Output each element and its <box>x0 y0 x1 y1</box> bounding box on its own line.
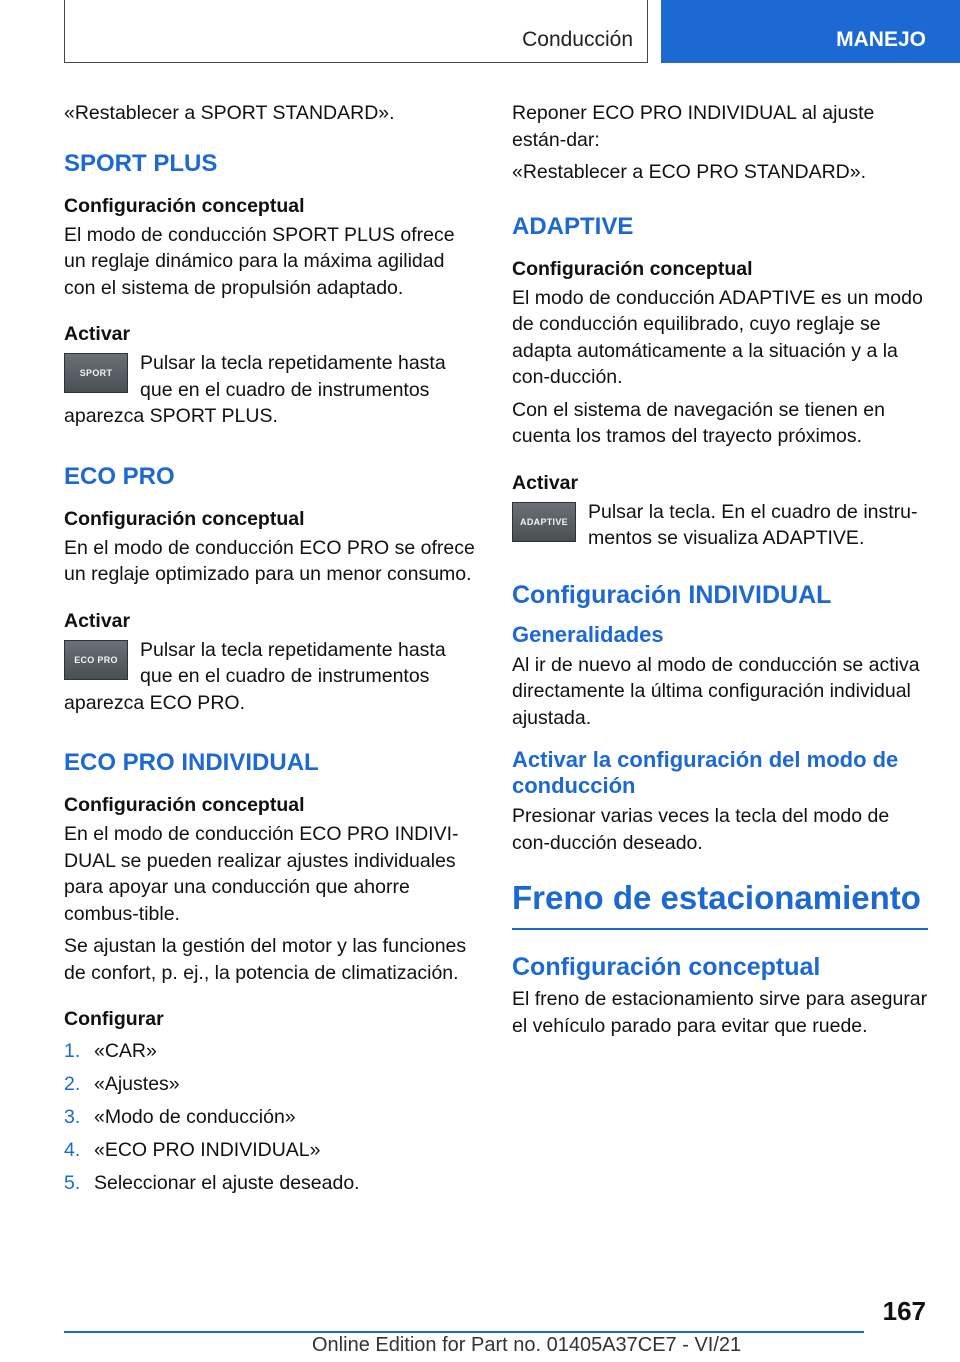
sport-plus-activate-heading: Activar <box>64 323 131 345</box>
reset-text-2: «Restablecer a ECO PRO STANDARD». <box>512 161 866 183</box>
footer-divider <box>64 1331 864 1333</box>
parking-brake-heading: Freno de estacionamiento <box>512 879 921 916</box>
adaptive-activate-text: Pulsar la tecla. En el cuadro de instru‐mentos se visualiza ADAPTIVE. <box>588 500 918 549</box>
adaptive-concept-text-2: Con el sistema de navegación se tienen en cuenta los tramos del trayecto próximos. <box>512 398 885 447</box>
individual-general-heading: Generalidades <box>512 621 664 647</box>
header-chapter-tab <box>661 0 960 63</box>
page-number: 167 <box>882 1296 926 1326</box>
sport-plus-concept-text: El modo de conducción SPORT PLUS ofrece un reglaje dinámico para la máxima agilidad con el sistema de propulsión adaptado. <box>64 223 455 299</box>
sport-plus-activate-text: Pulsar la tecla repetidamente hasta que en el cuadro de instrumentos aparezca SPORT PLUS. <box>64 352 446 427</box>
eco-pro-individual-concept-heading: Configuración conceptual <box>64 794 305 816</box>
individual-activate-heading: Activar la configuración del modo de conducción <box>512 747 899 798</box>
adaptive-key-icon: ADAPTIVE <box>512 502 576 542</box>
intro-text: «Restablecer a SPORT STANDARD». <box>64 102 395 124</box>
reset-text: Reponer ECO PRO INDIVIDUAL al ajuste están‐dar: <box>512 102 875 151</box>
list-item: 2. «Ajustes» <box>64 1073 180 1095</box>
header-chapter-label: MANEJO <box>836 28 926 51</box>
list-item: 1. «CAR» <box>64 1040 157 1062</box>
edition-note: Online Edition for Part no. 01405A37CE7 - VI/21 <box>312 1334 742 1356</box>
configure-heading: Configurar <box>64 1008 164 1030</box>
eco-pro-activate-text: Pulsar la tecla repetidamente hasta que en el cuadro de instrumentos aparezca ECO PRO. <box>64 638 446 714</box>
left-column <box>64 100 479 1203</box>
eco-pro-activate-block <box>64 637 479 723</box>
eco-pro-concept-text: En el modo de conducción ECO PRO se ofrece un reglaje optimizado para un menor consumo. <box>64 536 475 585</box>
sport-plus-activate-block <box>64 350 479 436</box>
eco-pro-heading: ECO PRO <box>64 462 175 490</box>
adaptive-concept-heading: Configuración conceptual <box>512 257 753 280</box>
section-divider <box>512 928 928 930</box>
parking-brake-concept-text: El freno de estacionamiento sirve para asegurar el vehículo parado para evitar que ruede. <box>512 988 928 1037</box>
adaptive-heading: ADAPTIVE <box>512 212 634 240</box>
sport-plus-heading: SPORT PLUS <box>64 149 218 177</box>
eco-pro-activate-heading: Activar <box>64 609 131 632</box>
right-column <box>512 100 928 1045</box>
list-item: 3. «Modo de conducción» <box>64 1106 296 1128</box>
adaptive-activate-heading: Activar <box>512 471 579 494</box>
sport-plus-concept-heading: Configuración conceptual <box>64 194 305 217</box>
adaptive-activate-block <box>512 499 928 558</box>
header-section-tab <box>64 0 648 63</box>
list-item: 4. «ECO PRO INDIVIDUAL» <box>64 1139 321 1161</box>
adaptive-concept-text: El modo de conducción ADAPTIVE es un modo de conducción equilibrado, cuyo reglaje se adapta automáticamente a la situación y a la con‐ducción. <box>512 286 923 388</box>
individual-heading: Configuración INDIVIDUAL <box>512 580 832 609</box>
eco-pro-concept-heading: Configuración conceptual <box>64 507 305 530</box>
individual-general-text: Al ir de nuevo al modo de conducción se activa directamente la última configuración individual ajustada. <box>512 653 920 729</box>
individual-activate-text: Presionar varias veces la tecla del modo de con‐ducción deseado. <box>512 805 890 854</box>
sport-key-icon: SPORT <box>64 353 128 393</box>
eco-pro-individual-heading: ECO PRO INDIVIDUAL <box>64 749 319 776</box>
list-item: 5. Seleccionar el ajuste deseado. <box>64 1172 360 1194</box>
eco-pro-individual-concept-text: En el modo de conducción ECO PRO INDIVI‐DUAL se pueden realizar ajustes individuales para apoyar una conducción que ahorre combus‐tible. <box>64 823 459 925</box>
configure-steps-list <box>64 1038 479 1196</box>
eco-pro-individual-concept-text-2: Se ajustan la gestión del motor y las funciones de confort, p. ej., la potencia de climatización. <box>64 935 467 984</box>
header-section-label: Conducción <box>522 28 633 51</box>
parking-brake-concept-heading: Configuración conceptual <box>512 953 821 981</box>
eco-pro-key-icon: ECO PRO <box>64 640 128 680</box>
